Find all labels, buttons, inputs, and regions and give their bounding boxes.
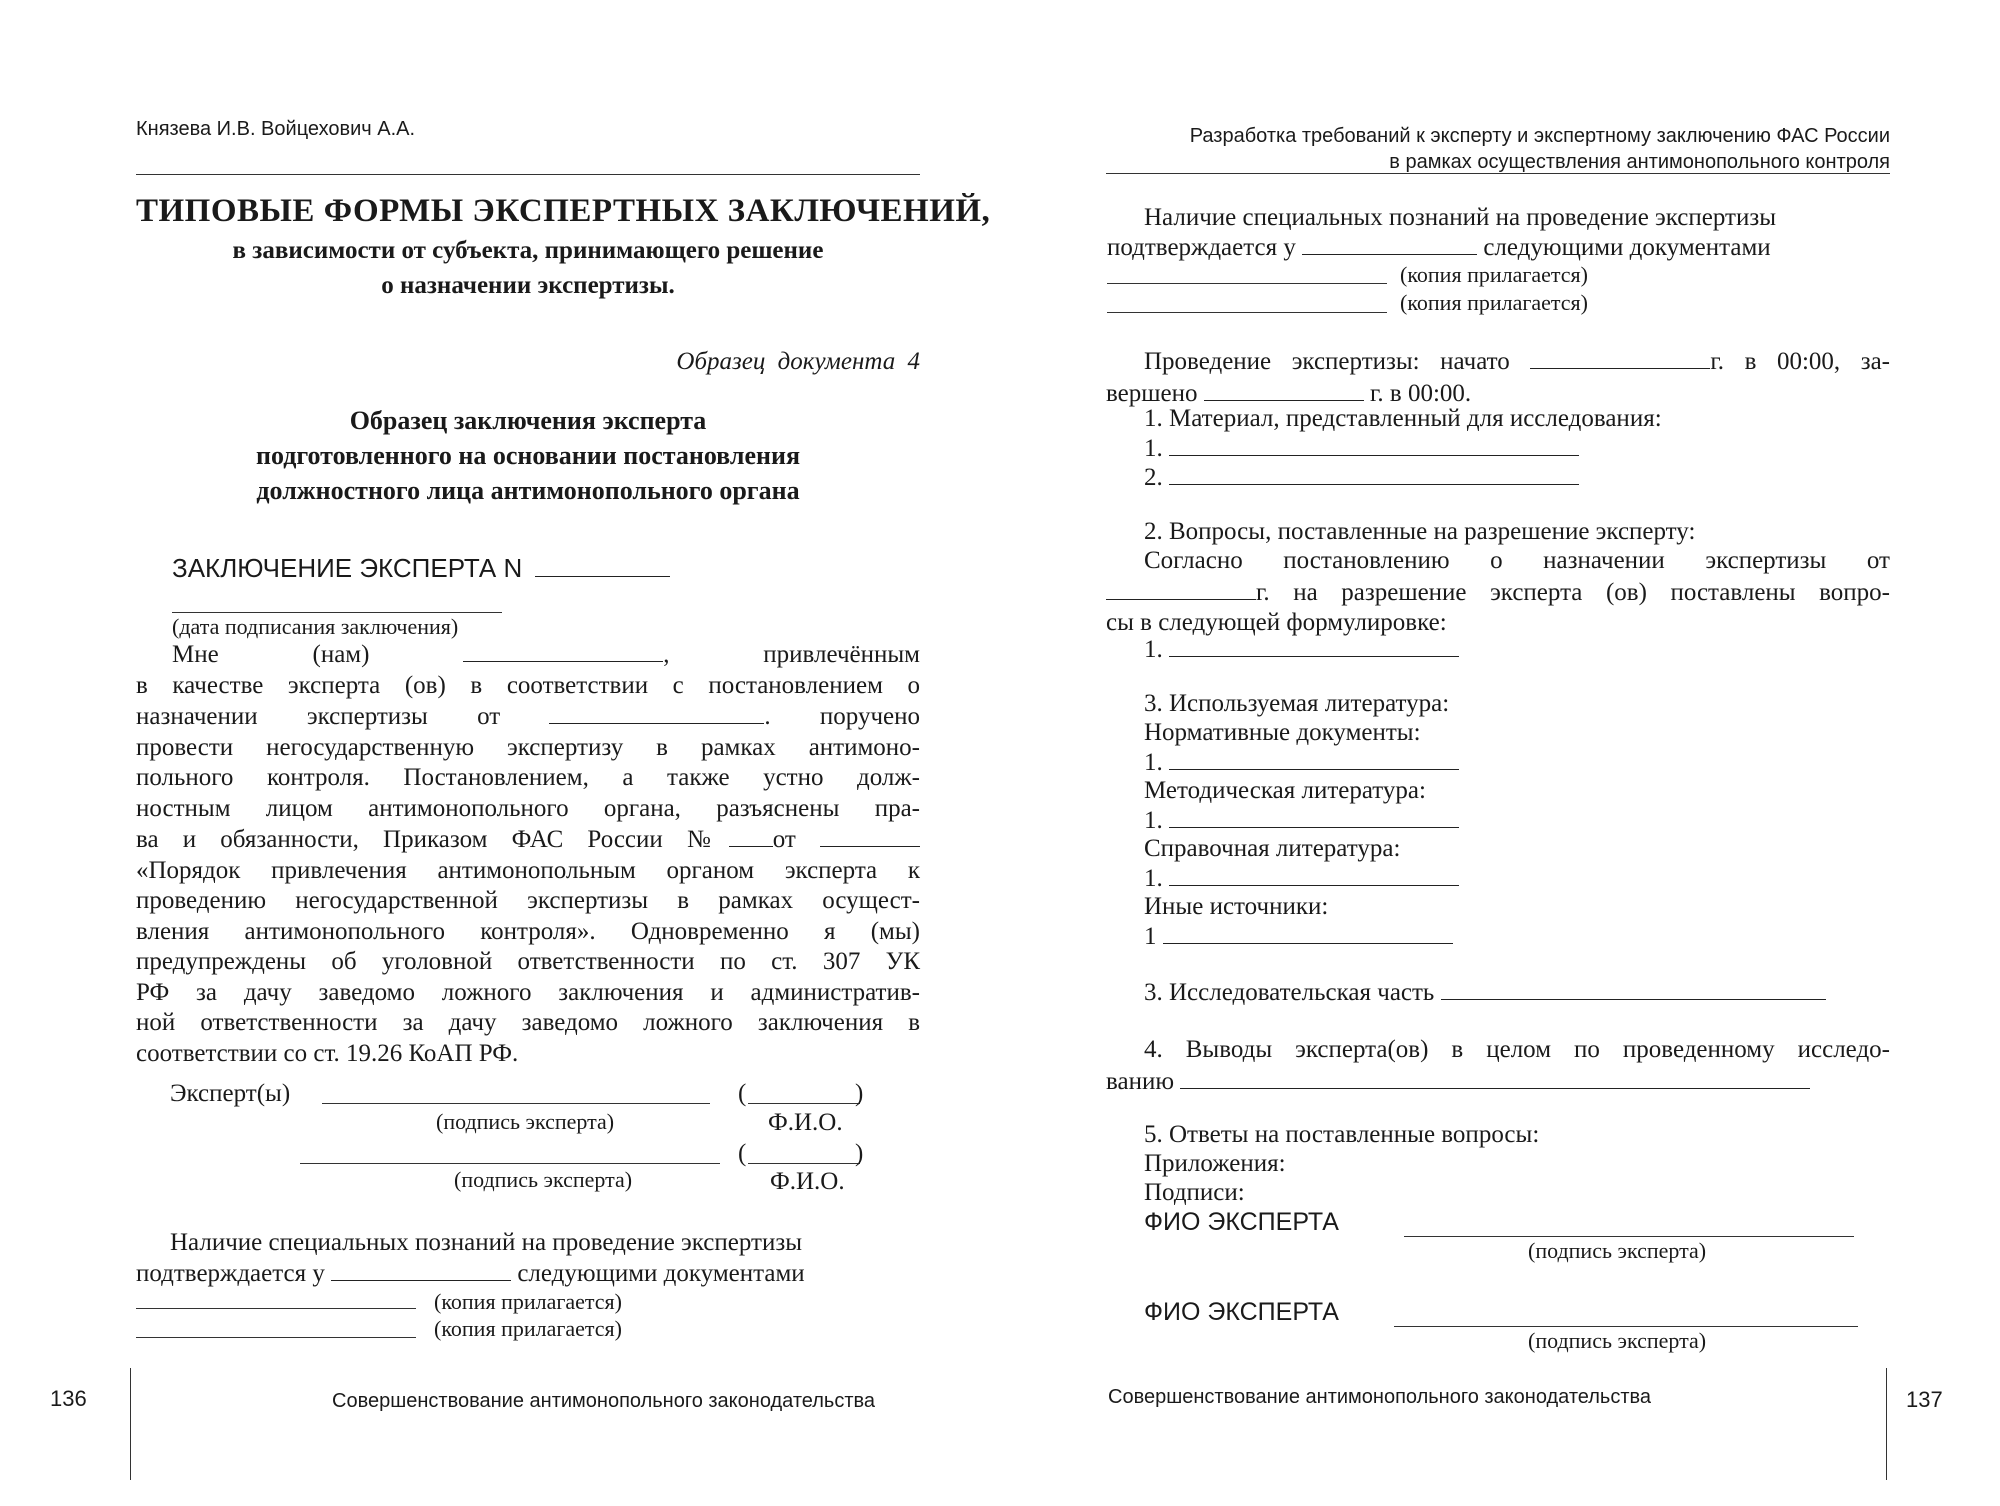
conclusion-heading	[172, 553, 670, 584]
copy-caption-2: (копия прилагается)	[1400, 290, 1588, 315]
para-line: «Порядок привлечения антимонопольным органом эксперта к	[136, 856, 920, 884]
exam-line-2: вершено г. в 00:00.	[1106, 379, 1472, 407]
para-line: соответствии со ст. 19.26 КоАП РФ.	[136, 1039, 519, 1067]
right-header-rule	[1106, 173, 1890, 174]
lit-reference-1: 1.	[1144, 863, 1459, 895]
appendix-label: Приложения:	[1144, 1150, 1286, 1177]
material-1: 1.	[1144, 433, 1579, 465]
document-line-2	[1107, 312, 1387, 313]
fio-paren-close-2: )	[855, 1140, 864, 1167]
conclusion-heading-text: ЗАКЛЮЧЕНИЕ ЭКСПЕРТА N	[172, 553, 523, 583]
fio-paren-open-2: (	[738, 1140, 747, 1167]
question-1: 1.	[1144, 634, 1459, 666]
knowledge-line-2: подтверждается у следующими документами	[1107, 234, 1771, 261]
left-header: Князева И.В. Войцехович А.А.	[136, 118, 416, 140]
lit-normative-1: 1.	[1144, 747, 1459, 779]
copy-caption-1: (копия прилагается)	[1400, 262, 1588, 287]
lit-other-1: 1	[1144, 921, 1453, 953]
para-line: провести негосударственную экспертизу в рамках антимоно-	[136, 733, 920, 761]
expert-signature-line-2	[300, 1163, 720, 1164]
right-footer: Совершенствование антимонопольного законодательства	[1108, 1386, 1652, 1408]
material-2: 2.	[1144, 462, 1579, 494]
sign-caption-2: (подпись эксперта)	[454, 1167, 633, 1192]
page-number: 137	[1906, 1387, 1943, 1412]
fio-expert-1: ФИО ЭКСПЕРТА	[1144, 1208, 1339, 1236]
fio-label-1: Ф.И.О.	[768, 1109, 843, 1136]
para-line: предупреждены об уголовной ответственности по ст. 307 УК	[136, 948, 920, 975]
section-2-title: 2. Вопросы, поставленные на разрешение эксперту:	[1144, 518, 1696, 545]
knowledge-line-2: подтверждается у следующими документами	[136, 1260, 805, 1287]
section-2-line-2: Согласно постановлению о назначении экспертизы от	[1144, 547, 1890, 574]
section-2-text	[1106, 546, 1890, 639]
copy-caption-2: (копия прилагается)	[434, 1316, 622, 1341]
sample-title-line-2: подготовленного на основании постановления	[255, 441, 801, 470]
section-4-line-2: ванию	[1106, 1066, 1890, 1098]
para-line: Мне (нам) , привлечённым	[172, 641, 920, 668]
knowledge-line-1: Наличие специальных познаний на проведение экспертизы	[170, 1229, 803, 1256]
para-line: ва и обязанности, Приказом ФАС России № от	[136, 824, 920, 856]
section-4-line-1: 4. Выводы эксперта(ов) в целом по проведенному исследо-	[1144, 1036, 1890, 1063]
exam-line-1: Проведение экспертизы: начато г. в 00:00, за-	[1144, 348, 1890, 375]
fio-line-1	[748, 1103, 860, 1104]
conclusions-section	[1106, 1035, 1890, 1097]
fio-line-2	[748, 1163, 860, 1164]
page-number: 136	[50, 1386, 87, 1411]
para-line: ной ответственности за дачу заведомо ложного заключения в	[136, 1009, 920, 1036]
section-1-title: 1. Материал, представленный для исследования:	[1144, 405, 1662, 432]
lit-method: Методическая литература:	[1144, 777, 1426, 804]
right-header	[1106, 123, 1890, 175]
research-section: 3. Исследовательская часть	[1144, 977, 1826, 1009]
expert-signature-line-2	[1394, 1326, 1858, 1327]
exam-dates	[1106, 346, 1890, 409]
left-footer: Совершенствование антимонопольного законодательства	[332, 1390, 876, 1412]
document-line-2	[136, 1337, 416, 1338]
knowledge-line-1: Наличие специальных познаний на проведение экспертизы	[1144, 204, 1777, 231]
sign-caption-1: (подпись эксперта)	[1528, 1238, 1707, 1263]
para-line: РФ за дачу заведомо ложного заключения и административ-	[136, 978, 920, 1006]
sign-caption-2: (подпись эксперта)	[1528, 1328, 1707, 1353]
right-page	[1000, 0, 2000, 1506]
right-header-line-1: Разработка требований к эксперту и экспертному заключению ФАС России	[1189, 125, 1890, 147]
date-line	[172, 612, 502, 613]
experts-label: Эксперт(ы)	[170, 1080, 291, 1107]
section-2-line-3: г. на разрешение эксперта (ов) поставлены вопро-	[1106, 577, 1890, 609]
para-line: вления антимонопольного контроля». Одновременно я (мы)	[136, 917, 920, 945]
expert-signature-line-1	[1404, 1236, 1854, 1237]
right-header-line-2: в рамках осуществления антимонопольного контроля	[1389, 151, 1890, 173]
lit-method-1: 1.	[1144, 805, 1459, 837]
lit-reference: Справочная литература:	[1144, 835, 1401, 862]
para-line: ностным лицом антимонопольного органа, разъяснены пра-	[136, 794, 920, 822]
forms-title: ТИПОВЫЕ ФОРМЫ ЭКСПЕРТНЫХ ЗАКЛЮЧЕНИЙ,	[136, 193, 991, 229]
forms-subtitle-1: в зависимости от субъекта, принимающего решение	[232, 237, 824, 264]
fio-paren-open-1: (	[738, 1080, 747, 1107]
signatures-label: Подписи:	[1144, 1179, 1245, 1206]
left-header-rule	[136, 174, 920, 175]
footer-divider	[130, 1368, 131, 1480]
date-caption: (дата подписания заключения)	[172, 614, 459, 639]
copy-caption-1: (копия прилагается)	[434, 1289, 622, 1314]
forms-subtitle-2: о назначении экспертизы.	[381, 272, 675, 299]
lit-normative: Нормативные документы:	[1144, 719, 1421, 746]
fio-paren-close-1: )	[855, 1080, 864, 1107]
para-line: проведению негосударственной экспертизы в рамках осущест-	[136, 887, 920, 914]
sample-label: Образец документа 4	[676, 348, 920, 375]
section-5-title: 5. Ответы на поставленные вопросы:	[1144, 1121, 1540, 1148]
sample-title-line-3: должностного лица антимонопольного органа	[256, 476, 800, 505]
document-line-1	[1107, 283, 1387, 284]
sign-caption-1: (подпись эксперта)	[436, 1109, 615, 1134]
conclusion-number-blank	[535, 554, 670, 577]
fio-label-2: Ф.И.О.	[770, 1168, 845, 1195]
footer-divider	[1886, 1368, 1887, 1480]
para-line: назначении экспертизы от . поручено	[136, 703, 920, 730]
document-line-1	[136, 1308, 416, 1309]
sample-title-line-1: Образец заключения эксперта	[349, 406, 707, 435]
para-line: в качестве эксперта (ов) в соответствии с постановлением о	[136, 671, 920, 699]
lit-other: Иные источники:	[1144, 893, 1329, 920]
expert-signature-line-1	[322, 1103, 710, 1104]
section-3-title: 3. Используемая литература:	[1144, 690, 1450, 717]
fio-expert-2: ФИО ЭКСПЕРТА	[1144, 1298, 1339, 1326]
section-2-line-4: сы в следующей формулировке:	[1106, 609, 1447, 636]
para-line: польного контроля. Постановлением, а также устно долж-	[136, 764, 920, 791]
sample-title	[136, 403, 920, 508]
engagement-paragraph	[136, 639, 920, 1069]
